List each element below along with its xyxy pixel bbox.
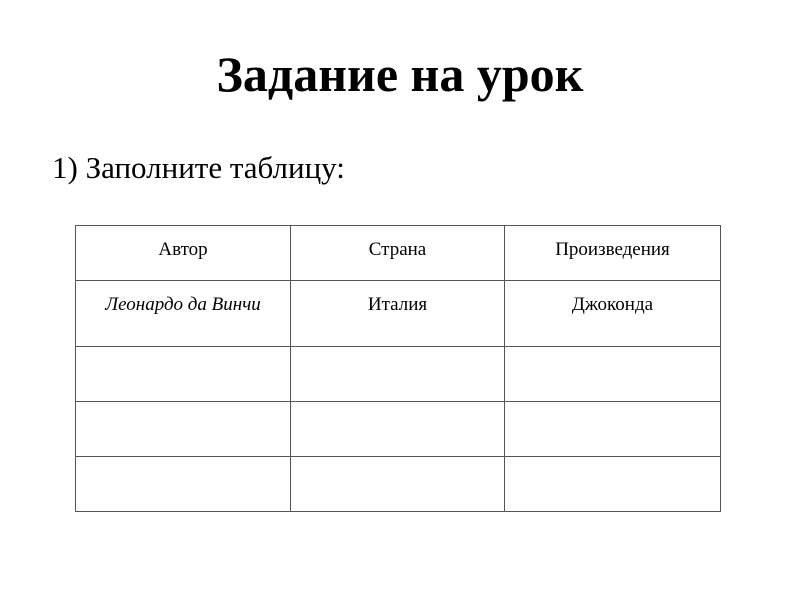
table-cell-country[interactable] [291,457,505,512]
table-cell-work[interactable] [505,402,721,457]
table-cell-country[interactable] [291,347,505,402]
header-country: Страна [291,226,505,281]
table-row [76,347,721,402]
slide-title: Задание на урок [216,46,584,102]
header-works: Произведения [505,226,721,281]
table-row [76,281,721,347]
header-author: Автор [76,226,291,281]
table-row [76,402,721,457]
table-cell-country[interactable] [291,402,505,457]
table-cell-author[interactable] [76,402,291,457]
fill-in-table [75,225,721,512]
table-header-row [76,226,721,281]
table-row [76,457,721,512]
table-cell-author[interactable] [76,347,291,402]
table-cell-author: Леонардо да Винчи [76,281,291,347]
table-cell-country: Италия [291,281,505,347]
table-cell-work[interactable] [505,457,721,512]
table-cell-work[interactable] [505,347,721,402]
task-instruction: 1) Заполните таблицу: [52,150,345,185]
table-cell-author[interactable] [76,457,291,512]
table-cell-work: Джоконда [505,281,721,347]
